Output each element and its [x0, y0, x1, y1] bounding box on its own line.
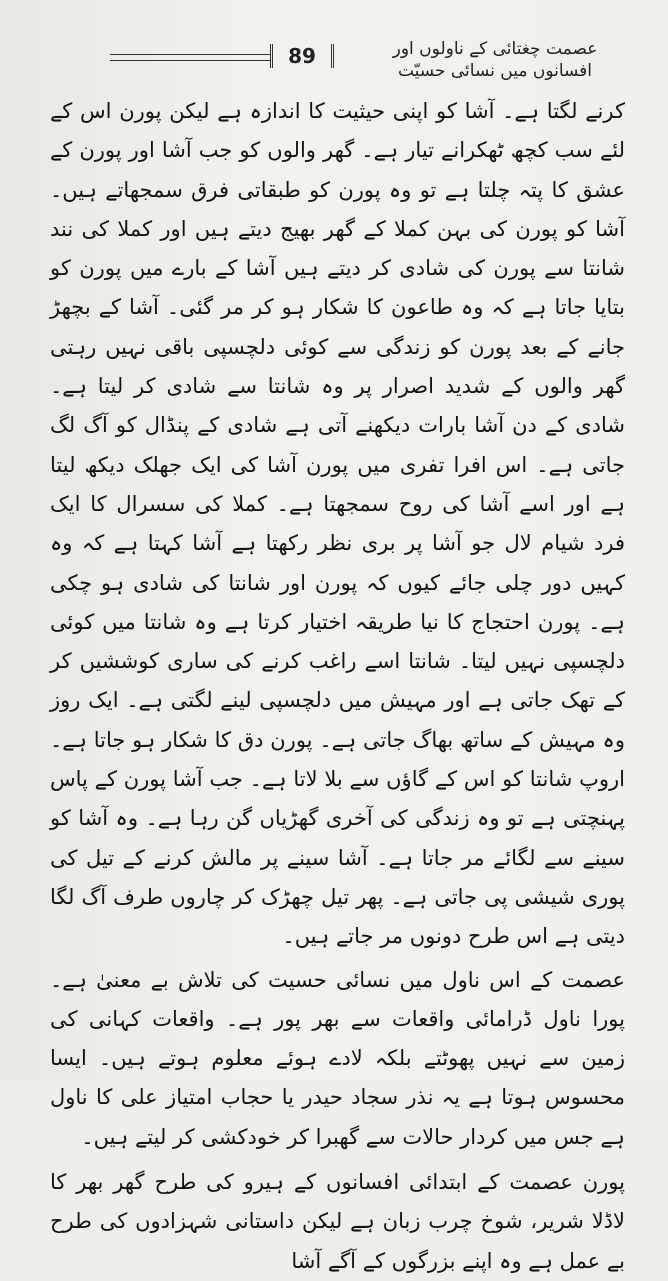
paragraph-1: کرنے لگتا ہے۔ آشا کو اپنی حیثیت کا اندازہ ہے لیکن پورن اس کے لئے سب کچھ ٹھکرانے تیار ہے۔ گھر والوں کو جب آشا اور پورن کے عشق کا پتہ چلتا ہے تو وہ پورن کو طبقاتی فرق سمجھاتے ہیں۔ آشا کو پورن کی بہن کملا کے گھر بھیج دیتے ہیں اور کملا کی نند شانتا سے پورن کی شادی کر دیتے ہیں آشا کے بارے میں پورن کو بتایا جاتا ہے کہ وہ طاعون کا شکار ہو کر مر گئی۔ آشا کے بچھڑ جانے کے بعد پورن کو زندگی سے کوئی دلچسپی باقی نہیں رہتی گھر والوں کے شدید اصرار پر وہ شانتا سے شادی کر لیتا ہے۔ شادی کے دن آشا بارات دیکھنے آتی ہے شادی کے پنڈال کو آگ لگ جاتی ہے۔ اس افرا تفری میں پورن آشا کی ایک جھلک دیکھ لیتا ہے اور اسے آشا کی روح سمجھتا ہے۔ کملا کی سسرال کا ایک فرد شیام لال جو آشا پر بری نظر رکھتا ہے آشا کہتا ہے کہ وہ کہیں دور چلی جائے کیوں کہ پورن اور شانتا کی شادی ہو چکی ہے۔ پورن احتجاج کا نیا طریقہ اختیار کرتا ہے وہ شانتا میں کوئی دلچسپی نہیں لیتا۔ شانتا اسے راغب کرنے کی ساری کوششیں کر کے تھک جاتی ہے اور مہیش میں دلچسپی لینے لگتی ہے۔ ایک روز وہ مہیش کے ساتھ بھاگ جاتی ہے۔ پورن دق کا شکار ہو جاتا ہے۔ اروپ شانتا کو اس کے گاؤں سے بلا لاتا ہے۔ جب آشا پورن کے پاس پہنچتی ہے تو وہ زندگی کی آخری گھڑیاں گن رہا ہے۔ وہ آشا کو سینے سے لگائے مر جاتا ہے۔ آشا سینے پر مالش کرنے کے تیل کی پوری شیشی پی جاتی ہے۔ پھر تیل چھڑک کر چاروں طرف آگ لگا دیتی ہے اس طرح دونوں مر جاتے ہیں۔ — [50, 99, 625, 949]
running-title — [370, 38, 620, 82]
running-title-line-2: افسانوں میں نسائی حسیّت — [397, 61, 593, 81]
paragraph-3: پورن عصمت کے ابتدائی افسانوں کے ہیرو کی طرح گھر بھر کا لاڈلا شریر، شوخ چرب زبان ہے لیکن داستانی شہزادوں کی طرح بے عمل ہے وہ اپنے بزرگوں کے آگے آشا — [50, 1170, 625, 1273]
paragraph-2: عصمت کے اس ناول میں نسائی حسیت کی تلاش بے معنیٰ ہے۔ پورا ناول ڈرامائی واقعات سے بھر پور ہے۔ واقعات کہانی کی زمین سے نہیں پھوٹتے بلکہ لادے ہوئے معلوم ہوتے ہیں۔ ایسا محسوس ہوتا ہے یہ نذر سجاد حیدر یا حجاب امتیاز علی کا ناول ہے جس میں کردار حالات سے گھبرا کر خودکشی کر لیتے ہیں۔ — [50, 967, 625, 1149]
header-rule-bottom — [110, 60, 270, 61]
header-rule-top — [110, 54, 270, 55]
body-text — [50, 92, 625, 1281]
page-header — [100, 38, 668, 86]
page-number: 89 — [270, 44, 334, 68]
running-title-line-1: عصمت چغتائی کے ناولوں اور — [392, 39, 598, 59]
